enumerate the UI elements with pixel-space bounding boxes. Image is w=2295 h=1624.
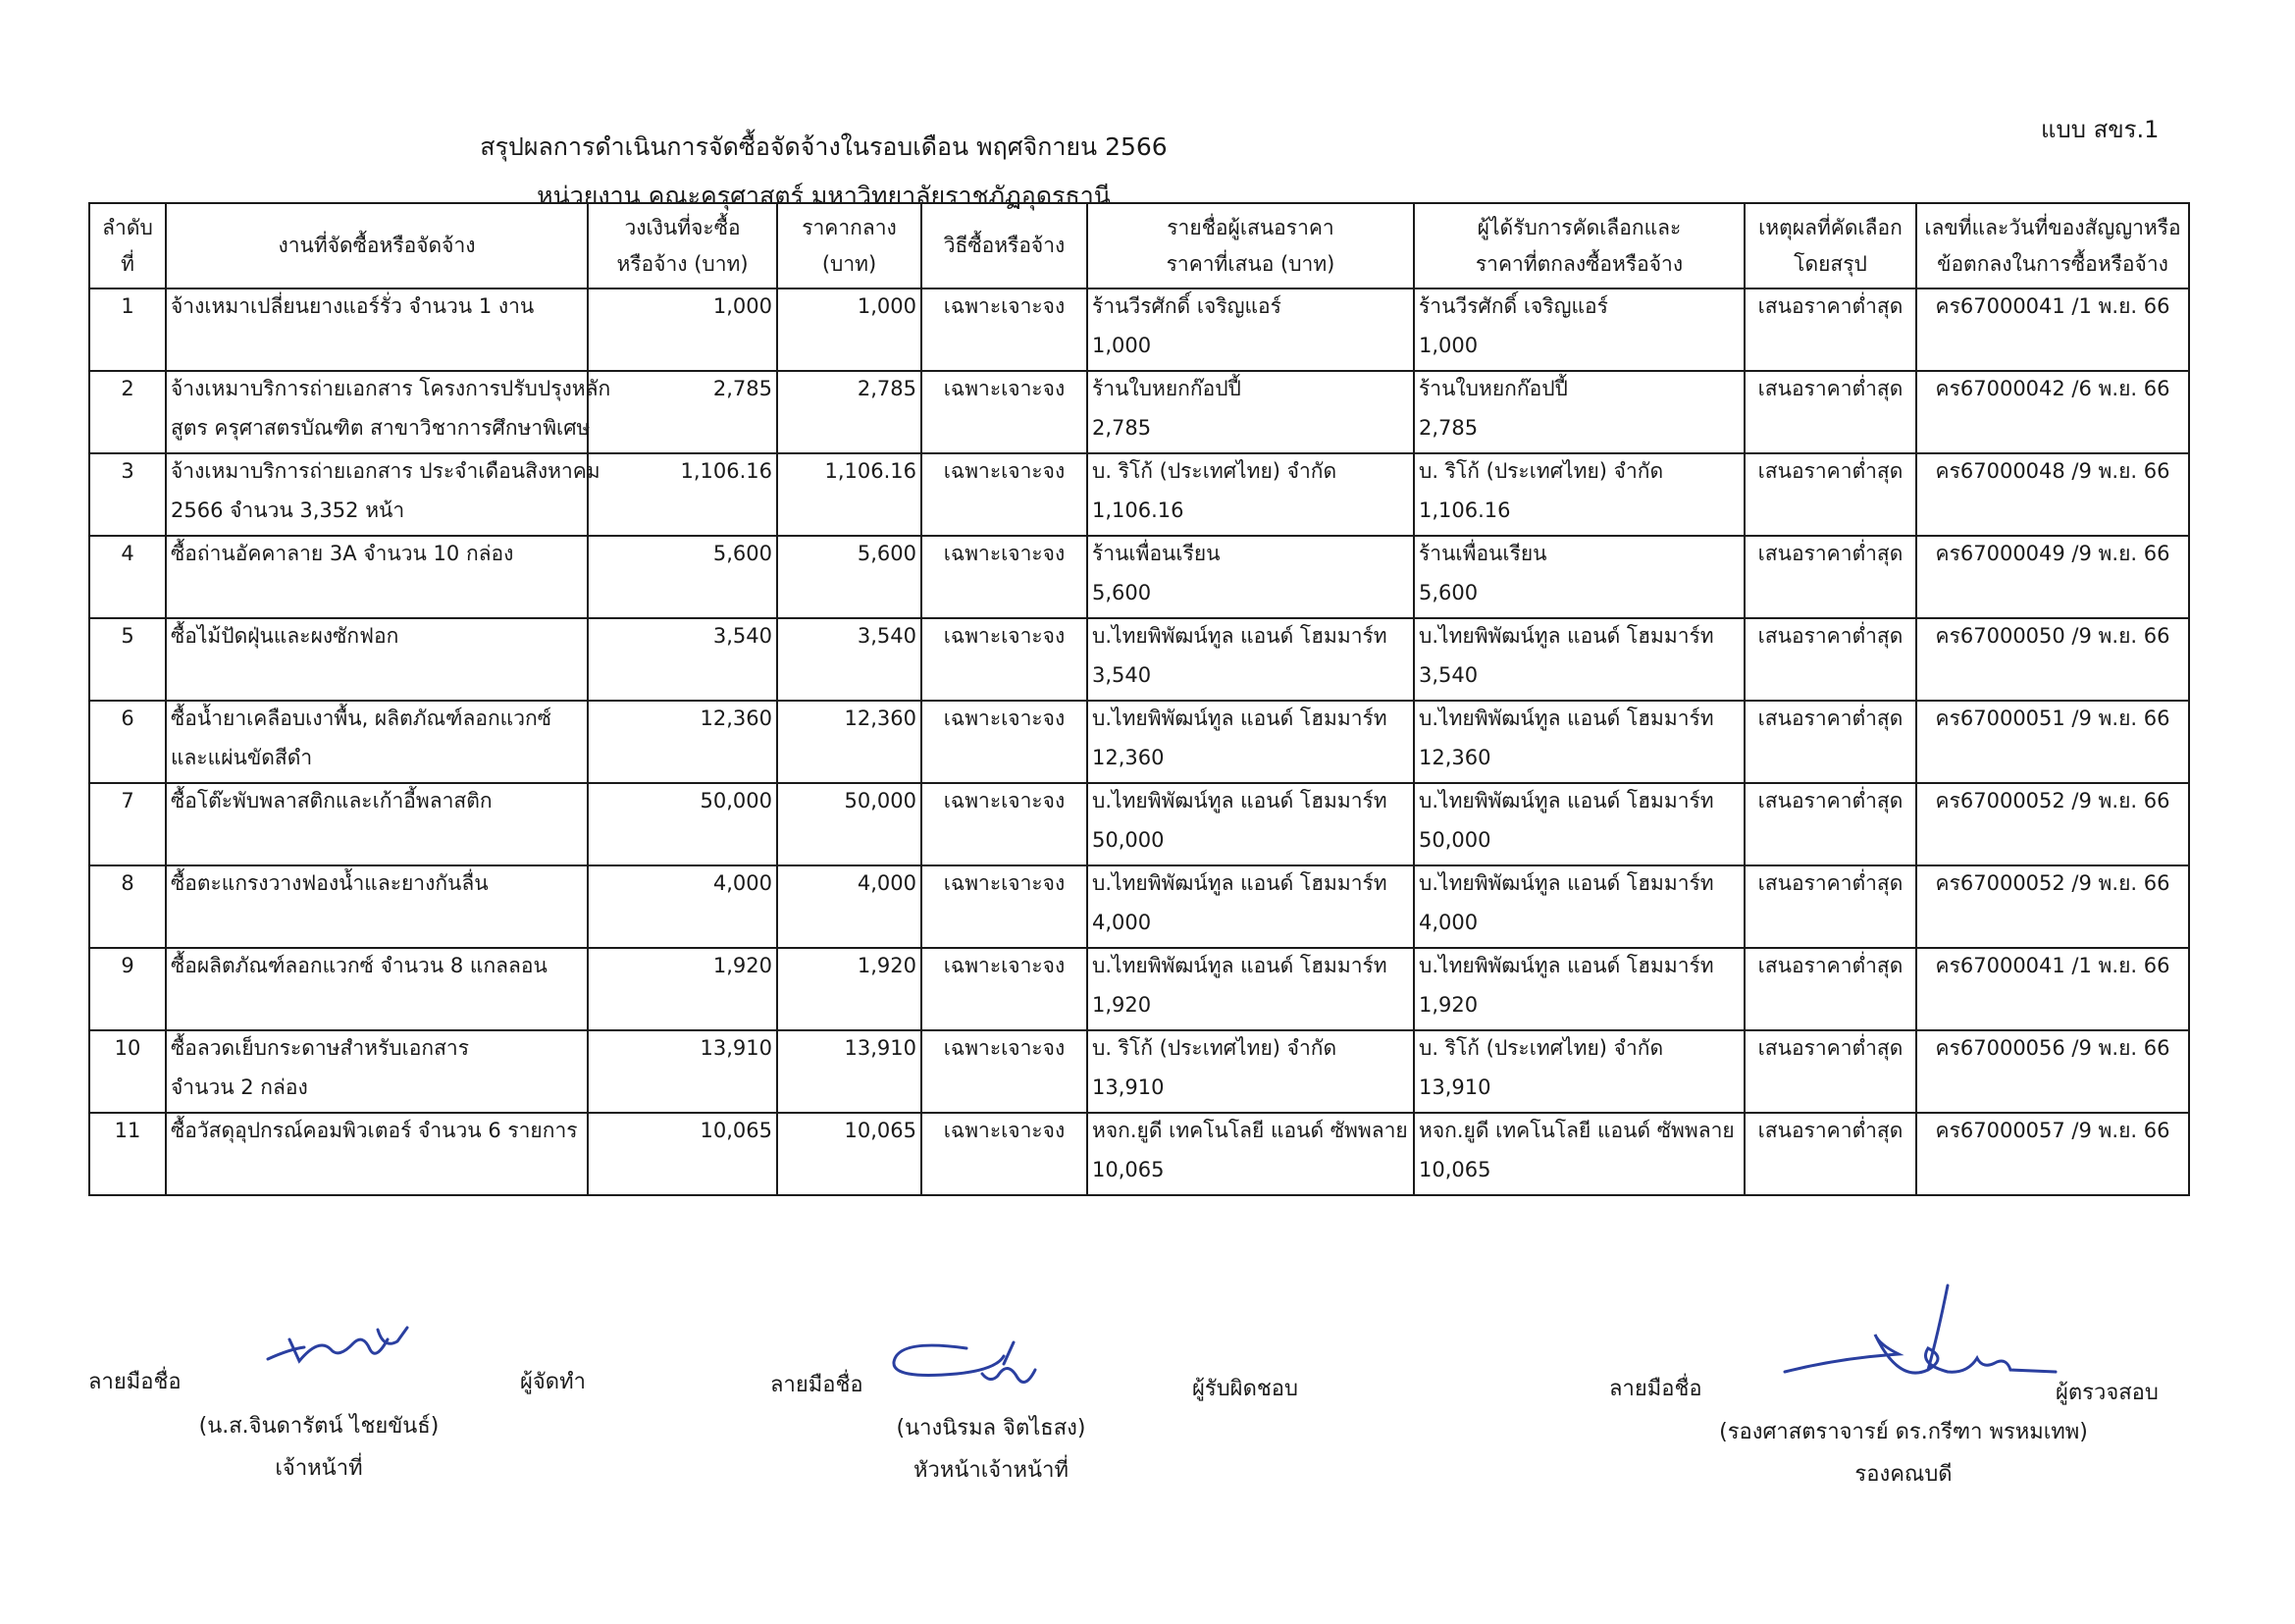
cell-winner: หจก.ยูดี เทคโนโลยี แอนด์ ซัพพลาย 10,065 (1414, 1113, 1745, 1195)
signer-name-3: (รองศาสตราจารย์ ดร.กรีฑา พรหมเทพ) (1719, 1420, 2088, 1444)
cell-bidder: บ.ไทยพิพัฒน์ทูล แอนด์ โฮมมาร์ท 50,000 (1087, 783, 1414, 865)
cell-bidder: บ.ไทยพิพัฒน์ทูล แอนด์ โฮมมาร์ท 3,540 (1087, 618, 1414, 701)
cell-work: จ้างเหมาเปลี่ยนยางแอร์รั่ว จำนวน 1 งาน (166, 288, 588, 371)
cell-work: จ้างเหมาบริการถ่ายเอกสาร โครงการปรับปรุงหลัก สูตร ครุศาสตรบัณฑิต สาขาวิชาการศึกษาพิเศษ (166, 371, 588, 453)
cell-budget: 2,785 (588, 371, 777, 453)
cell-median: 1,106.16 (777, 453, 921, 536)
cell-no: 10 (89, 1030, 166, 1113)
cell-work: ซื้อโต๊ะพับพลาสติกและเก้าอี้พลาสติก (166, 783, 588, 865)
signer-position-3: รองคณบดี (1854, 1462, 1953, 1487)
table-row (89, 288, 2189, 371)
table-header-row (89, 203, 2189, 288)
cell-no: 8 (89, 865, 166, 948)
cell-winner: บ.ไทยพิพัฒน์ทูล แอนด์ โฮมมาร์ท 50,000 (1414, 783, 1745, 865)
cell-no: 1 (89, 288, 166, 371)
cell-no: 9 (89, 948, 166, 1030)
cell-method: เฉพาะเจาะจง (921, 865, 1087, 948)
cell-median: 2,785 (777, 371, 921, 453)
cell-budget: 1,920 (588, 948, 777, 1030)
handwritten-signature-3 (1781, 1276, 2065, 1403)
cell-reason: เสนอราคาต่ำสุด (1745, 536, 1916, 618)
header-budget: วงเงินที่จะซื้อ หรือจ้าง (บาท) (588, 203, 777, 288)
cell-reason: เสนอราคาต่ำสุด (1745, 865, 1916, 948)
cell-work: ซื้อถ่านอัคคาลาย 3A จำนวน 10 กล่อง (166, 536, 588, 618)
table-row (89, 1113, 2189, 1195)
cell-winner: บ.ไทยพิพัฒน์ทูล แอนด์ โฮมมาร์ท 12,360 (1414, 701, 1745, 783)
cell-method: เฉพาะเจาะจง (921, 948, 1087, 1030)
cell-budget: 3,540 (588, 618, 777, 701)
cell-budget: 13,910 (588, 1030, 777, 1113)
cell-median: 5,600 (777, 536, 921, 618)
cell-winner: บ.ไทยพิพัฒน์ทูล แอนด์ โฮมมาร์ท 3,540 (1414, 618, 1745, 701)
table-row (89, 618, 2189, 701)
header-median: ราคากลาง (บาท) (777, 203, 921, 288)
cell-reason: เสนอราคาต่ำสุด (1745, 288, 1916, 371)
cell-budget: 1,000 (588, 288, 777, 371)
cell-method: เฉพาะเจาะจง (921, 618, 1087, 701)
cell-budget: 10,065 (588, 1113, 777, 1195)
cell-no: 5 (89, 618, 166, 701)
cell-budget: 5,600 (588, 536, 777, 618)
header-reason: เหตุผลที่คัดเลือก โดยสรุป (1745, 203, 1916, 288)
cell-winner: ร้านเพื่อนเรียน 5,600 (1414, 536, 1745, 618)
form-code: แบบ สขร.1 (2041, 116, 2160, 143)
cell-median: 12,360 (777, 701, 921, 783)
cell-reason: เสนอราคาต่ำสุด (1745, 783, 1916, 865)
cell-median: 4,000 (777, 865, 921, 948)
signature-label-3: ลายมือชื่อ (1609, 1377, 1702, 1401)
signature-label-1: ลายมือชื่อ (88, 1370, 182, 1394)
cell-work: ซื้อวัสดุอุปกรณ์คอมพิวเตอร์ จำนวน 6 รายการ (166, 1113, 588, 1195)
cell-median: 13,910 (777, 1030, 921, 1113)
table-row (89, 536, 2189, 618)
cell-contract: คร67000048 /9 พ.ย. 66 (1916, 453, 2189, 536)
cell-budget: 50,000 (588, 783, 777, 865)
header-method: วิธีซื้อหรือจ้าง (921, 203, 1087, 288)
cell-median: 1,000 (777, 288, 921, 371)
cell-reason: เสนอราคาต่ำสุด (1745, 618, 1916, 701)
cell-bidder: บ.ไทยพิพัฒน์ทูล แอนด์ โฮมมาร์ท 1,920 (1087, 948, 1414, 1030)
cell-contract: คร67000041 /1 พ.ย. 66 (1916, 948, 2189, 1030)
cell-bidder: ร้านวีรศักดิ์ เจริญแอร์ 1,000 (1087, 288, 1414, 371)
cell-contract: คร67000056 /9 พ.ย. 66 (1916, 1030, 2189, 1113)
cell-method: เฉพาะเจาะจง (921, 1030, 1087, 1113)
role-preparer: ผู้จัดทำ (520, 1370, 586, 1394)
cell-reason: เสนอราคาต่ำสุด (1745, 371, 1916, 453)
cell-reason: เสนอราคาต่ำสุด (1745, 453, 1916, 536)
cell-bidder: ร้านเพื่อนเรียน 5,600 (1087, 536, 1414, 618)
cell-reason: เสนอราคาต่ำสุด (1745, 1113, 1916, 1195)
cell-method: เฉพาะเจาะจง (921, 288, 1087, 371)
document-title: สรุปผลการดำเนินการจัดซื้อจัดจ้างในรอบเดือน พฤศจิกายน 2566 (480, 132, 1168, 161)
cell-bidder: ร้านใบหยกก๊อปปี้ 2,785 (1087, 371, 1414, 453)
cell-median: 10,065 (777, 1113, 921, 1195)
cell-bidder: บ.ไทยพิพัฒน์ทูล แอนด์ โฮมมาร์ท 12,360 (1087, 701, 1414, 783)
cell-no: 11 (89, 1113, 166, 1195)
cell-median: 50,000 (777, 783, 921, 865)
cell-median: 3,540 (777, 618, 921, 701)
cell-winner: ร้านใบหยกก๊อปปี้ 2,785 (1414, 371, 1745, 453)
signer-position-2: หัวหน้าเจ้าหน้าที่ (913, 1458, 1069, 1483)
cell-bidder: หจก.ยูดี เทคโนโลยี แอนด์ ซัพพลาย 10,065 (1087, 1113, 1414, 1195)
cell-work: จ้างเหมาบริการถ่ายเอกสาร ประจำเดือนสิงหาคม 2566 จำนวน 3,352 หน้า (166, 453, 588, 536)
cell-winner: บ.ไทยพิพัฒน์ทูล แอนด์ โฮมมาร์ท 1,920 (1414, 948, 1745, 1030)
signature-label-2: ลายมือชื่อ (770, 1373, 863, 1397)
header-winner: ผู้ได้รับการคัดเลือกและ ราคาที่ตกลงซื้อหรือจ้าง (1414, 203, 1745, 288)
table-row (89, 783, 2189, 865)
cell-method: เฉพาะเจาะจง (921, 701, 1087, 783)
cell-method: เฉพาะเจาะจง (921, 1113, 1087, 1195)
cell-no: 6 (89, 701, 166, 783)
cell-contract: คร67000050 /9 พ.ย. 66 (1916, 618, 2189, 701)
cell-contract: คร67000052 /9 พ.ย. 66 (1916, 783, 2189, 865)
cell-median: 1,920 (777, 948, 921, 1030)
cell-work: ซื้อไม้ปัดฝุ่นและผงซักฟอก (166, 618, 588, 701)
cell-contract: คร67000057 /9 พ.ย. 66 (1916, 1113, 2189, 1195)
cell-work: ซื้อน้ำยาเคลือบเงาพื้น, ผลิตภัณฑ์ลอกแวกซ์ และแผ่นขัดสีดำ (166, 701, 588, 783)
header-work: งานที่จัดซื้อหรือจัดจ้าง (166, 203, 588, 288)
cell-reason: เสนอราคาต่ำสุด (1745, 1030, 1916, 1113)
cell-budget: 4,000 (588, 865, 777, 948)
header-bidders: รายชื่อผู้เสนอราคา ราคาที่เสนอ (บาท) (1087, 203, 1414, 288)
cell-reason: เสนอราคาต่ำสุด (1745, 948, 1916, 1030)
handwritten-signature-1 (260, 1320, 417, 1379)
cell-winner: บ. ริโก้ (ประเทศไทย) จำกัด 13,910 (1414, 1030, 1745, 1113)
cell-winner: ร้านวีรศักดิ์ เจริญแอร์ 1,000 (1414, 288, 1745, 371)
cell-method: เฉพาะเจาะจง (921, 453, 1087, 536)
cell-winner: บ. ริโก้ (ประเทศไทย) จำกัด 1,106.16 (1414, 453, 1745, 536)
signer-name-2: (นางนิรมล จิตไธสง) (896, 1416, 1086, 1441)
table-row (89, 453, 2189, 536)
role-inspector: ผู้ตรวจสอบ (2056, 1381, 2159, 1405)
procurement-table (88, 202, 2190, 1196)
cell-work: ซื้อลวดเย็บกระดาษสำหรับเอกสาร จำนวน 2 กล่อง (166, 1030, 588, 1113)
cell-work: ซื้อผลิตภัณฑ์ลอกแวกซ์ จำนวน 8 แกลลอน (166, 948, 588, 1030)
cell-contract: คร67000052 /9 พ.ย. 66 (1916, 865, 2189, 948)
cell-no: 4 (89, 536, 166, 618)
header-no: ลำดับ ที่ (89, 203, 166, 288)
cell-method: เฉพาะเจาะจง (921, 371, 1087, 453)
agency-title: หน่วยงาน คณะครุศาสตร์ มหาวิทยาลัยราชภัฏอุดรธานี (537, 182, 1111, 210)
table-row (89, 701, 2189, 783)
cell-winner: บ.ไทยพิพัฒน์ทูล แอนด์ โฮมมาร์ท 4,000 (1414, 865, 1745, 948)
cell-contract: คร67000049 /9 พ.ย. 66 (1916, 536, 2189, 618)
cell-contract: คร67000051 /9 พ.ย. 66 (1916, 701, 2189, 783)
cell-no: 7 (89, 783, 166, 865)
handwritten-signature-2 (888, 1335, 1084, 1403)
table-row (89, 948, 2189, 1030)
cell-method: เฉพาะเจาะจง (921, 536, 1087, 618)
cell-no: 3 (89, 453, 166, 536)
cell-bidder: บ. ริโก้ (ประเทศไทย) จำกัด 1,106.16 (1087, 453, 1414, 536)
cell-method: เฉพาะเจาะจง (921, 783, 1087, 865)
cell-work: ซื้อตะแกรงวางฟองน้ำและยางกันลื่น (166, 865, 588, 948)
role-responsible: ผู้รับผิดชอบ (1192, 1377, 1298, 1401)
signer-position-1: เจ้าหน้าที่ (275, 1456, 363, 1481)
cell-budget: 12,360 (588, 701, 777, 783)
header-contract: เลขที่และวันที่ของสัญญาหรือ ข้อตกลงในการซื้อหรือจ้าง (1916, 203, 2189, 288)
cell-budget: 1,106.16 (588, 453, 777, 536)
cell-bidder: บ. ริโก้ (ประเทศไทย) จำกัด 13,910 (1087, 1030, 1414, 1113)
table-row (89, 865, 2189, 948)
cell-no: 2 (89, 371, 166, 453)
signer-name-1: (น.ส.จินดารัตน์ ไชยขันธ์) (198, 1414, 440, 1439)
cell-contract: คร67000041 /1 พ.ย. 66 (1916, 288, 2189, 371)
cell-reason: เสนอราคาต่ำสุด (1745, 701, 1916, 783)
cell-contract: คร67000042 /6 พ.ย. 66 (1916, 371, 2189, 453)
cell-bidder: บ.ไทยพิพัฒน์ทูล แอนด์ โฮมมาร์ท 4,000 (1087, 865, 1414, 948)
table-row (89, 1030, 2189, 1113)
table-row (89, 371, 2189, 453)
